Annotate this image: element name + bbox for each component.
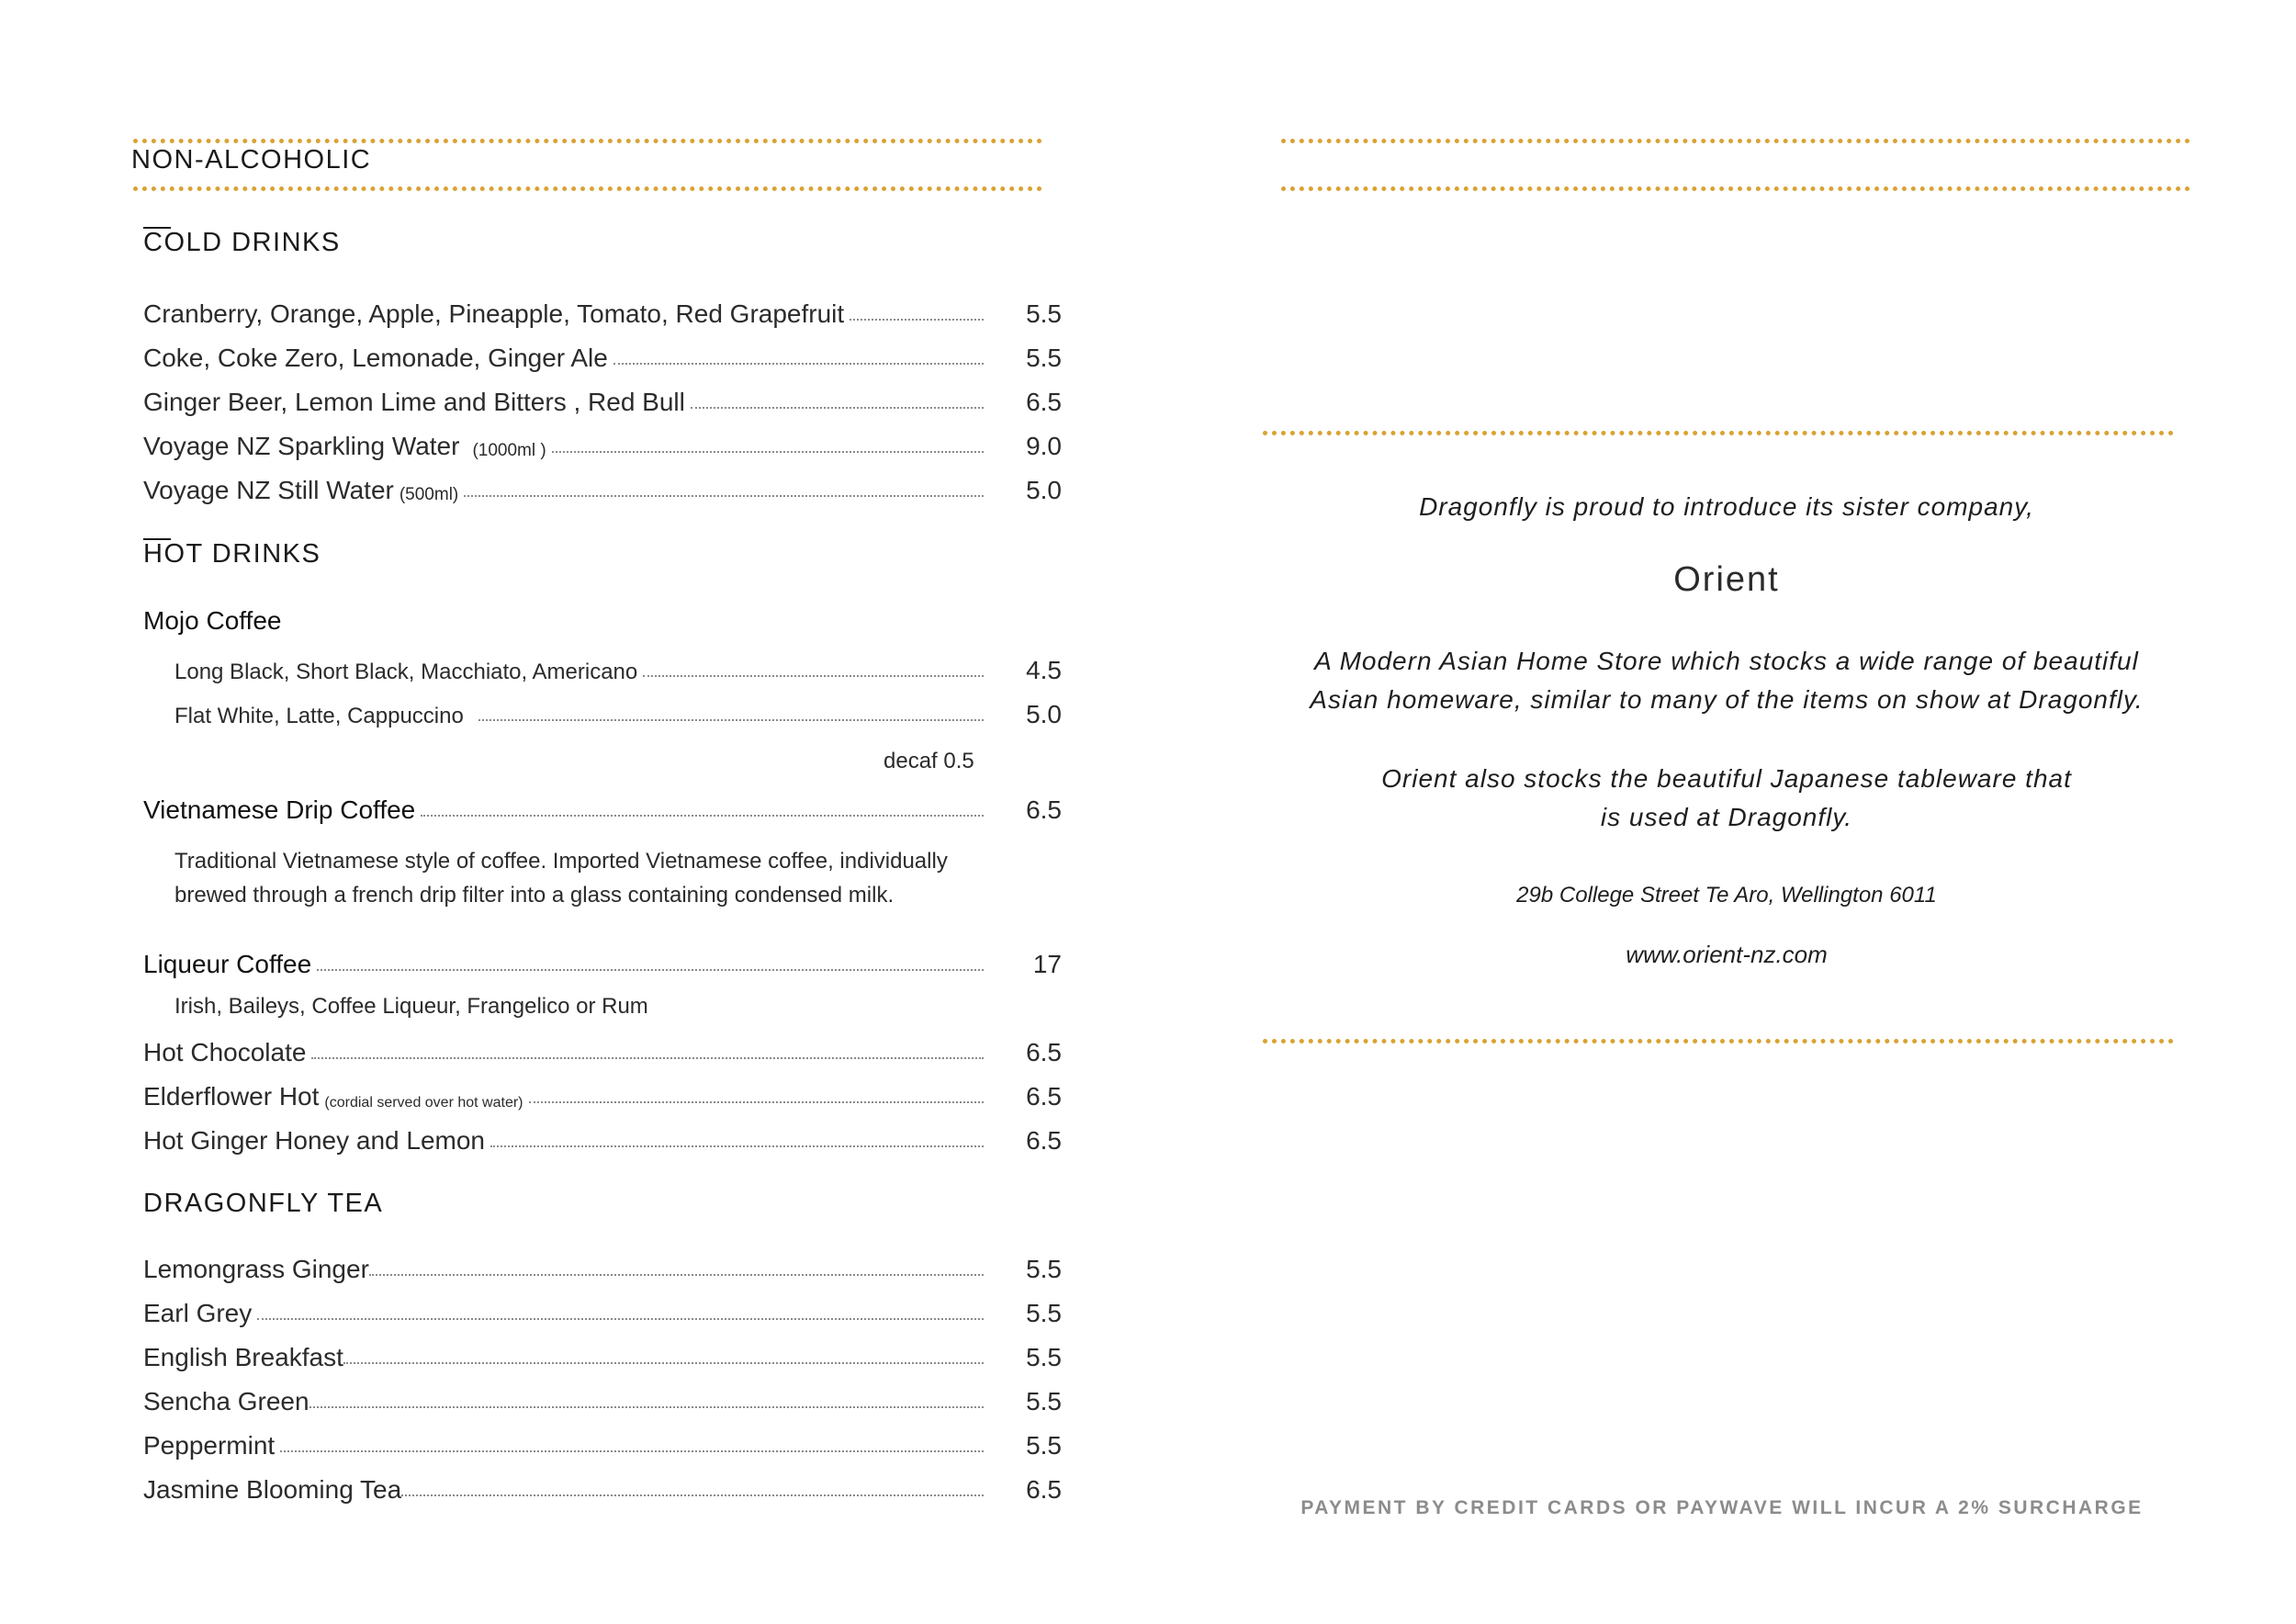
divider-top-left: [133, 139, 1042, 143]
menu-item: [143, 468, 1062, 505]
item-label: Jasmine Blooming Tea: [143, 1475, 402, 1504]
item-price: 4.5: [1026, 656, 1062, 684]
vietnamese-description-line-2: brewed through a french drip filter into a glass containing condensed milk.: [174, 883, 895, 908]
leader-dots: [529, 1101, 985, 1103]
divider-orient-top: [1263, 431, 2174, 435]
menu-item: [174, 648, 1062, 685]
item-price: 5.5: [1026, 1387, 1062, 1415]
item-label: Ginger Beer, Lemon Lime and Bitters , Red Bull: [143, 388, 685, 416]
item-label: Sencha Green: [143, 1387, 310, 1415]
menu-item: [143, 1380, 1062, 1416]
divider-top-right: [1281, 139, 2190, 143]
item-label: English Breakfast: [143, 1343, 343, 1371]
item-label: Voyage NZ Sparkling Water: [143, 432, 460, 460]
item-price: 6.5: [1026, 1082, 1062, 1111]
vietnamese-description-line-1: Traditional Vietnamese style of coffee. Imported Vietnamese coffee, individually: [174, 849, 948, 874]
section-title: NON-ALCOHOLIC: [131, 145, 372, 175]
menu-item: [143, 1247, 1062, 1284]
menu-item: [143, 1291, 1062, 1328]
orient-description-line-2: Asian homeware, similar to many of the items on show at Dragonfly.: [1310, 685, 2144, 714]
leader-dots: [280, 1450, 984, 1452]
leader-dots: [369, 1274, 984, 1276]
menu-item: [143, 336, 1062, 373]
item-price: 6.5: [1026, 1475, 1062, 1504]
item-price: 5.5: [1026, 299, 1062, 328]
leader-dots: [613, 363, 984, 365]
item-note: (500ml): [399, 485, 459, 504]
item-price: 5.5: [1026, 1431, 1062, 1460]
payment-surcharge-notice: PAYMENT BY CREDIT CARDS OR PAYWAVE WILL INCUR A 2% SURCHARGE: [1300, 1497, 2144, 1518]
orient-website: www.orient-nz.com: [1626, 941, 1828, 968]
item-price: 6.5: [1026, 388, 1062, 416]
item-label: Vietnamese Drip Coffee: [143, 795, 416, 824]
leader-dots: [478, 719, 984, 721]
leader-dots: [643, 675, 984, 677]
item-label: Long Black, Short Black, Macchiato, Americano: [174, 660, 638, 684]
item-price: 6.5: [1026, 1038, 1062, 1066]
cold-drinks-heading: COLD DRINKS: [143, 228, 341, 257]
item-price: 6.5: [1026, 1126, 1062, 1155]
orient-description-line-1: A Modern Asian Home Store which stocks a wide range of beautiful: [1314, 647, 2139, 675]
decaf-surcharge: decaf 0.5: [884, 749, 974, 773]
item-price: 9.0: [1026, 432, 1062, 460]
leader-dots: [317, 969, 984, 971]
orient-description-line-3: Orient also stocks the beautiful Japanese tableware that: [1381, 764, 2072, 793]
item-note: (1000ml ): [472, 441, 546, 460]
item-price: 17: [1032, 950, 1062, 978]
leader-dots: [552, 451, 984, 453]
item-label: Voyage NZ Still Water: [143, 476, 394, 504]
divider-under-title-left: [133, 186, 1042, 191]
divider-under-title-right: [1281, 186, 2190, 191]
leader-dots: [421, 815, 984, 817]
item-price: 5.5: [1026, 1255, 1062, 1283]
item-price: 5.0: [1026, 700, 1062, 728]
item-label: Flat White, Latte, Cappuccino: [174, 704, 464, 728]
liqueur-description: Irish, Baileys, Coffee Liqueur, Frangelico or Rum: [174, 994, 648, 1019]
item-price: 6.5: [1026, 795, 1062, 824]
item-price: 5.0: [1026, 476, 1062, 504]
item-price: 5.5: [1026, 1343, 1062, 1371]
orient-address: 29b College Street Te Aro, Wellington 6011: [1516, 883, 1937, 908]
item-label: Lemongrass Ginger: [143, 1255, 369, 1283]
hot-drinks-heading: HOT DRINKS: [143, 539, 321, 569]
item-label: Elderflower Hot: [143, 1082, 320, 1111]
menu-item: [143, 1031, 1062, 1067]
menu-item: [143, 1424, 1062, 1460]
leader-dots: [464, 495, 984, 497]
item-note: (cordial served over hot water): [324, 1095, 523, 1111]
menu-item: [143, 1336, 1062, 1372]
menu-item: [143, 1468, 1062, 1505]
item-label: Coke, Coke Zero, Lemonade, Ginger Ale: [143, 344, 608, 372]
orient-description-line-4: is used at Dragonfly.: [1600, 803, 1853, 831]
item-label: Earl Grey: [143, 1299, 253, 1327]
menu-item: [143, 292, 1062, 329]
menu-item: [174, 693, 1062, 729]
item-price: 5.5: [1026, 344, 1062, 372]
orient-store-name: Orient: [1673, 560, 1780, 599]
item-label: Liqueur Coffee: [143, 950, 312, 978]
leader-dots: [850, 319, 984, 321]
item-price: 5.5: [1026, 1299, 1062, 1327]
dragonfly-tea-heading: DRAGONFLY TEA: [143, 1189, 384, 1218]
leader-dots: [401, 1494, 984, 1496]
menu-item: [143, 788, 1062, 825]
leader-dots: [310, 1406, 984, 1408]
leader-dots: [257, 1318, 984, 1320]
menu-item: [143, 1075, 1062, 1111]
menu-item: [143, 424, 1062, 461]
item-label: Hot Chocolate: [143, 1038, 307, 1066]
menu-item: [143, 380, 1062, 417]
item-label: Peppermint: [143, 1431, 276, 1460]
mojo-coffee-heading: Mojo Coffee: [143, 606, 282, 635]
leader-dots: [343, 1362, 984, 1364]
item-label: Hot Ginger Honey and Lemon: [143, 1126, 485, 1155]
divider-orient-bottom: [1263, 1039, 2174, 1043]
leader-dots: [691, 407, 984, 409]
leader-dots: [311, 1057, 984, 1059]
menu-item: [143, 942, 1062, 979]
orient-intro: Dragonfly is proud to introduce its sister company,: [1419, 492, 2034, 521]
leader-dots: [490, 1145, 984, 1147]
item-label: Cranberry, Orange, Apple, Pineapple, Tomato, Red Grapefruit: [143, 299, 845, 328]
menu-item: [143, 1119, 1062, 1156]
